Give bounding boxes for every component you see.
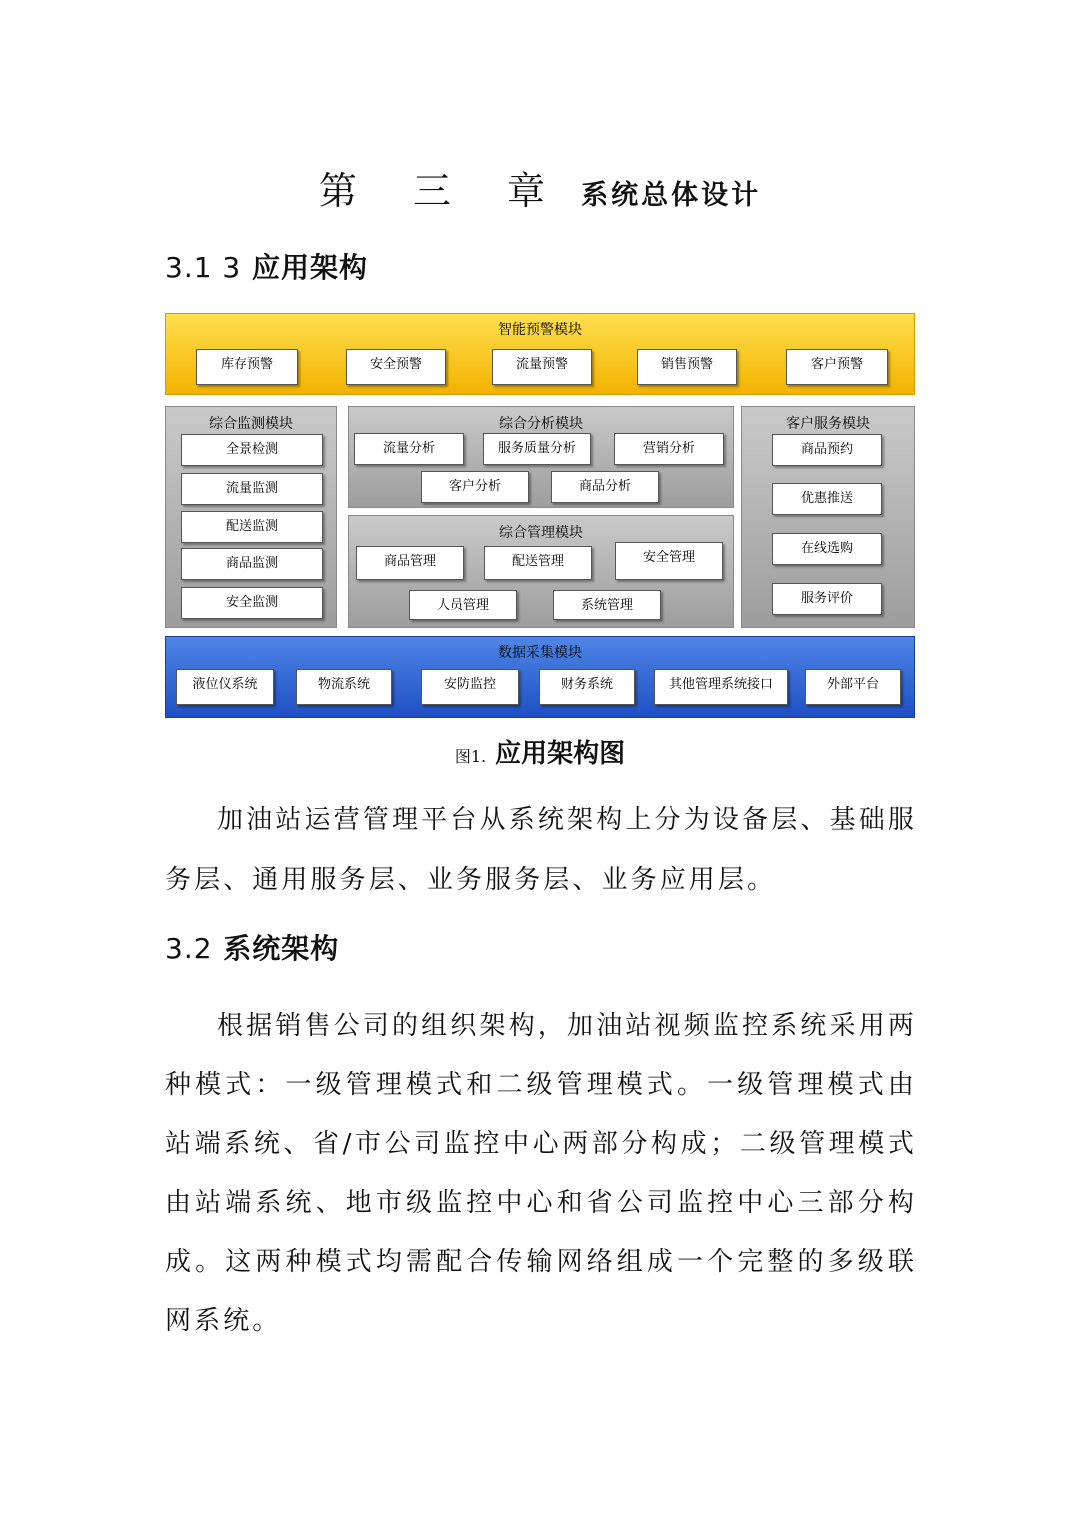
figure-number: 图1. xyxy=(454,747,487,766)
module-item: 商品管理 xyxy=(356,546,464,580)
chapter-heading xyxy=(0,160,1080,215)
chapter-number: 第 三 章 xyxy=(318,169,568,213)
paragraph: 加油站运营管理平台从系统架构上分为设备层、基础服务层、通用服务层、业务服务层、业务应用层。 xyxy=(165,805,917,895)
module-title: 客户服务模块 xyxy=(786,416,870,432)
module-item: 人员管理 xyxy=(409,590,517,620)
figure-title: 应用架构图 xyxy=(495,739,626,769)
chapter-title: 系统总体设计 xyxy=(581,180,762,211)
module-item: 全景检测 xyxy=(181,434,323,466)
collection-module xyxy=(165,636,915,718)
module-item: 营销分析 xyxy=(614,433,724,465)
module-item: 客户分析 xyxy=(421,471,529,503)
module-item: 商品预约 xyxy=(772,434,882,466)
module-item: 流量分析 xyxy=(354,433,464,465)
module-title: 综合监测模块 xyxy=(209,416,293,432)
management-module xyxy=(348,515,734,628)
module-item: 服务质量分析 xyxy=(483,433,591,465)
module-item: 配送管理 xyxy=(484,546,592,580)
module-item: 安全预警 xyxy=(346,349,446,385)
module-item: 配送监测 xyxy=(181,511,323,543)
figure-caption xyxy=(0,733,1080,770)
module-title: 综合分析模块 xyxy=(499,416,583,432)
analysis-module xyxy=(348,406,734,508)
module-item: 客户预警 xyxy=(786,349,888,385)
module-item: 安防监控 xyxy=(421,669,519,705)
module-item: 其他管理系统接口 xyxy=(654,669,788,705)
warning-module xyxy=(165,313,915,395)
module-item: 流量预警 xyxy=(492,349,592,385)
section-heading-3-1 xyxy=(165,246,368,286)
module-item: 库存预警 xyxy=(196,349,298,385)
module-item: 外部平台 xyxy=(805,669,901,705)
module-item: 财务系统 xyxy=(539,669,635,705)
section-title: 应用架构 xyxy=(252,251,369,284)
module-item: 商品分析 xyxy=(551,471,659,503)
service-module xyxy=(741,406,915,628)
monitor-module xyxy=(165,406,337,628)
module-item: 商品监测 xyxy=(181,548,323,580)
module-item: 安全监测 xyxy=(181,587,323,619)
module-item: 销售预警 xyxy=(637,349,737,385)
module-item: 物流系统 xyxy=(296,669,392,705)
module-item: 安全管理 xyxy=(615,542,723,580)
section-number: 3.1 3 xyxy=(165,251,242,284)
module-item: 在线选购 xyxy=(772,533,882,565)
module-item: 服务评价 xyxy=(772,583,882,615)
module-item: 液位仪系统 xyxy=(176,669,274,705)
module-title: 数据采集模块 xyxy=(498,645,582,661)
module-title: 综合管理模块 xyxy=(499,525,583,541)
paragraph: 根据销售公司的组织架构，加油站视频监控系统采用两种模式：一级管理模式和二级管理模式。一级管理模式由站端系统、省/市公司监控中心两部分构成；二级管理模式由站端系统、地市级监控中心和省公司监控中心三部分构成。这两种模式均需配合传输网络组成一个完整的多级联网系统。 xyxy=(165,1011,917,1336)
section-title: 系统架构 xyxy=(223,932,340,965)
module-item: 流量监测 xyxy=(181,473,323,505)
module-title: 智能预警模块 xyxy=(498,322,582,338)
section-heading-3-2 xyxy=(165,927,339,967)
module-item: 优惠推送 xyxy=(772,483,882,515)
section-number: 3.2 xyxy=(165,932,213,965)
module-item: 系统管理 xyxy=(553,590,661,620)
architecture-diagram xyxy=(165,313,915,718)
